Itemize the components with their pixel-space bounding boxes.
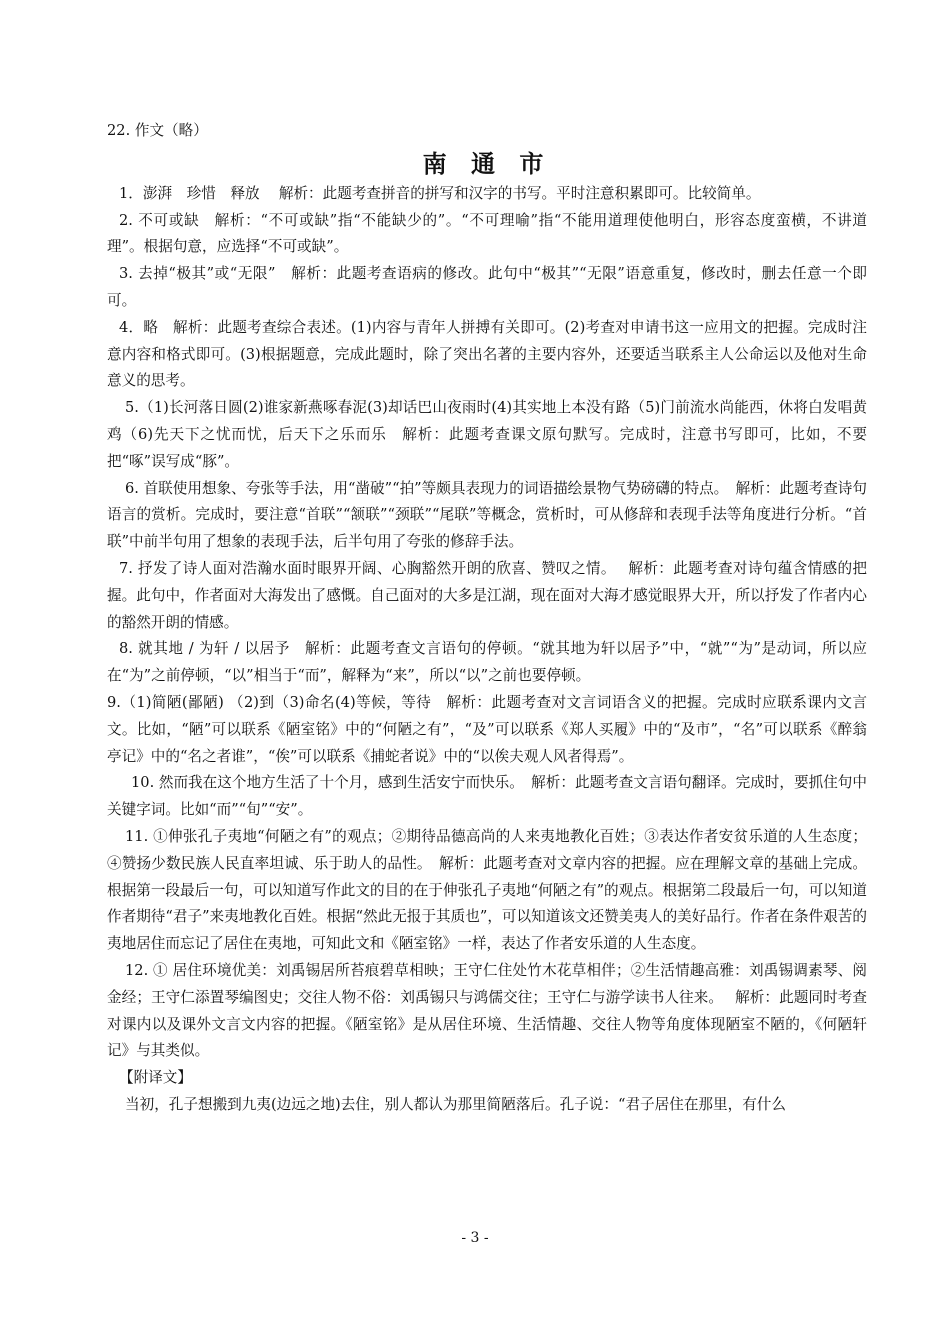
- answer-content: [107, 118, 867, 1119]
- essay-answer-line: 22. 作文（略）: [107, 122, 208, 139]
- answer-6: 6. 首联使用想象、夸张等手法，用“凿破”“拍”等颇具表现力的词语描绘景物气势磅礴的特点。 解析：此题考查诗句语言的赏析。完成时，要注意“首联”“颔联”“颈联”“尾联”等概念，赏析时，可从修辞和表现手法等角度进行分析。“首联”中前半句用了想象的表现手法，后半句用了夸张的修辞手法。: [107, 479, 867, 551]
- answer-1: 1．澎湃 珍惜 释放 解析：此题考查拼音的拼写和汉字的书写。平时注意积累即可。比较简单。: [119, 184, 761, 202]
- answer-4: 4．略 解析：此题考查综合表述。(1)内容与青年人拼搏有关即可。(2)考查对申请书这一应用文的把握。完成时注意内容和格式即可。(3)根据题意，完成此题时，除了突出名著的主要内容外，还要适当联系主人公命运以及他对生命意义的思考。: [107, 318, 867, 390]
- appendix-text: 当初，孔子想搬到九夷(边远之地)去住，别人都认为那里简陋落后。孔子说：“君子居住在那里，有什么: [125, 1095, 786, 1113]
- answer-12: 12. ① 居住环境优美：刘禹锡居所苔痕碧草相映；王守仁住处竹木花草相伴；②生活情趣高雅：刘禹锡调素琴、阅金经；王守仁添置琴编图史；交往人物不俗：刘禹锡只与鸿儒交往；王守仁与游学读书人往来。 解析：此题同时考查对课内以及课外文言文内容的把握。《陋室铭》是从居住环境、生活情趣、交往人物等角度体现陋室不陋的，《何陋轩记》与其类似。: [107, 961, 867, 1060]
- appendix-heading: 【附译文】: [119, 1069, 192, 1087]
- page-number: - 3 -: [461, 1230, 489, 1246]
- answer-8: 8. 就其地 / 为轩 / 以居予 解析：此题考查文言语句的停顿。“就其地为轩以居予”中，“就”“为”是动词，所以应在“为”之前停顿，“以”相当于“而”，解释为“来”，所以“以”之前也要停顿。: [107, 640, 867, 685]
- answer-3: 3. 去掉“极其”或“无限” 解析：此题考查语病的修改。此句中“极其”“无限”语意重复，修改时，删去任意一个即可。: [107, 265, 867, 309]
- answer-10: 10. 然而我在这个地方生活了十个月，感到生活安宁而快乐。 解析：此题考查文言语句翻译。完成时，要抓住句中关键字词。比如“而”“旬”“安”。: [107, 774, 867, 819]
- answer-5: 5.（1)长河落日圆(2)谁家新燕啄春泥(3)却话巴山夜雨时(4)其实地上本没有路（5)门前流水尚能西，休将白发唱黄鸡（6)先天下之忧而忧，后天下之乐而乐 解析：此题考查课文原句默写。完成时，注意书写即可，比如，不要把“啄”误写成“豚”。: [107, 399, 867, 470]
- answer-9: 9.（1)简陋(鄙陋) （2)到（3)命名(4)等候，等待 解析：此题考查对文言词语含义的把握。完成时应联系课内文言文。比如，“陋”可以联系《陋室铭》中的“何陋之有”，“及”可以联系《郑人买履》中的“及市”，“名”可以联系《醉翁亭记》中的“名之者谁”，“俟”可以联系《捕蛇者说》中的“以俟夫观人风者得焉”。: [107, 693, 867, 765]
- section-title: 南 通 市: [422, 149, 552, 178]
- answer-2: 2. 不可或缺 解析：“不可或缺”指“不能缺少的”。“不可理喻”指“不能用道理使他明白，形容态度蛮横，不讲道理”。根据句意，应选择“不可或缺”。: [107, 211, 867, 256]
- answer-7: 7. 抒发了诗人面对浩瀚水面时眼界开阔、心胸豁然开朗的欣喜、赞叹之情。 解析：此题考查对诗句蕴含情感的把握。此句中，作者面对大海发出了感慨。自己面对的大多是江湖，现在面对大海才感觉眼界大开，所以抒发了作者内心的豁然开朗的情感。: [107, 559, 867, 631]
- answer-11: 11. ①伸张孔子夷地“何陋之有”的观点；②期待品德高尚的人来夷地教化百姓；③表达作者安贫乐道的人生态度；④赞扬少数民族人民直率坦诚、乐于助人的品性。 解析：此题考查对文章内容的把握。应在理解文章的基础上完成。根据第一段最后一句，可以知道写作此文的目的在于伸张孔子夷地“何陋之有”的观点。根据第二段最后一句，可以知道作者期待“君子”来夷地教化百姓。根据“然此无报于其质也”，可以知道该文还赞美夷人的美好品行。作者在条件艰苦的夷地居住而忘记了居住在夷地，可知此文和《陋室铭》一样，表达了作者安乐道的人生态度。: [107, 827, 867, 953]
